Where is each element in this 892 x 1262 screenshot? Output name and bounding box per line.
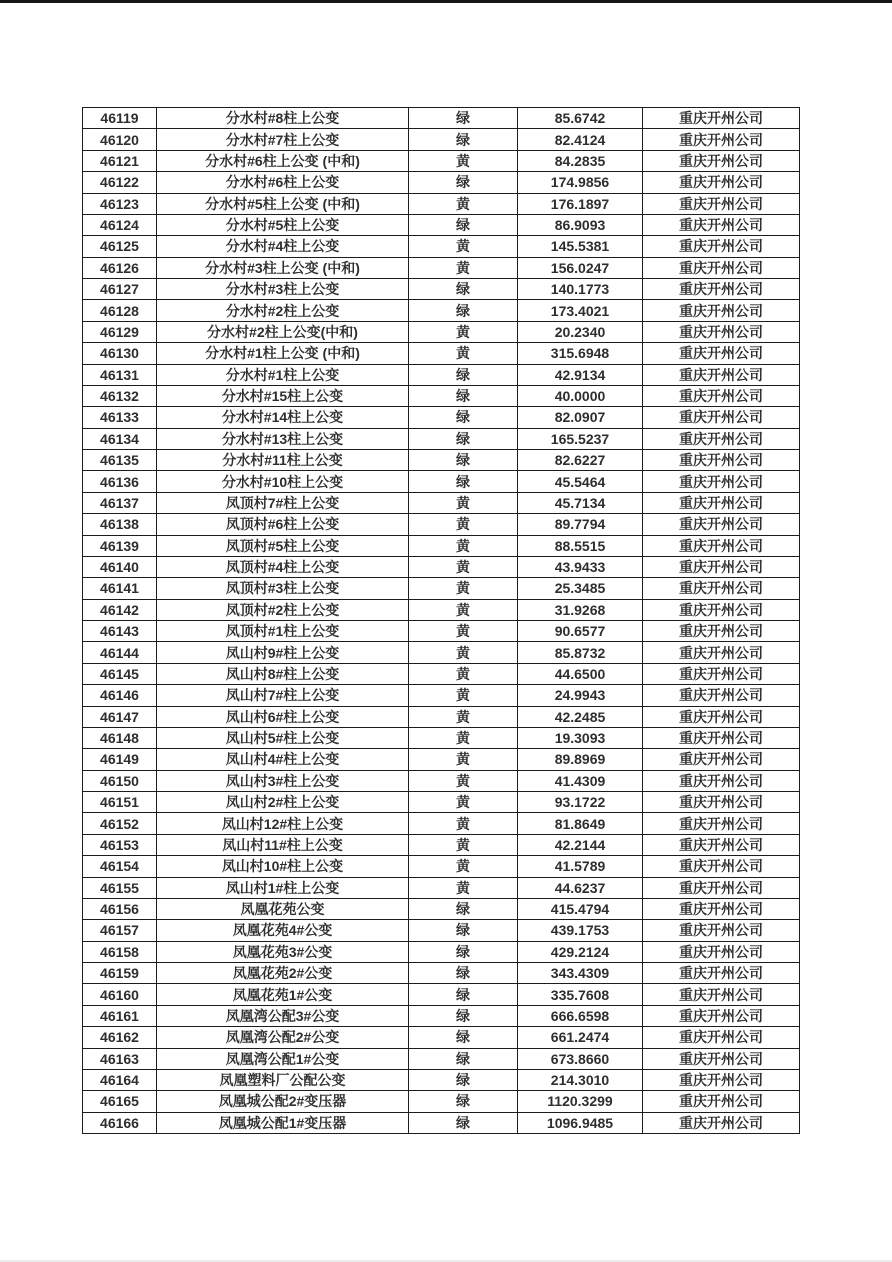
cell-record-id: 46158 <box>83 941 157 962</box>
table-row <box>83 963 800 984</box>
cell-record-id: 46120 <box>83 129 157 150</box>
table-row <box>83 599 800 620</box>
cell-status-color: 黄 <box>409 706 518 727</box>
cell-record-id: 46124 <box>83 214 157 235</box>
cell-record-id: 46147 <box>83 706 157 727</box>
cell-load-value: 89.7794 <box>518 514 643 535</box>
cell-record-id: 46136 <box>83 471 157 492</box>
cell-status-color: 绿 <box>409 364 518 385</box>
table-row <box>83 1069 800 1090</box>
cell-transformer-name: 凤山村8#柱上公变 <box>157 663 409 684</box>
cell-company: 重庆开州公司 <box>643 257 800 278</box>
page-top-edge-line <box>0 0 892 3</box>
cell-transformer-name: 凤顶村#5柱上公变 <box>157 535 409 556</box>
cell-record-id: 46155 <box>83 877 157 898</box>
cell-transformer-name: 分水村#6柱上公变 (中和) <box>157 150 409 171</box>
cell-load-value: 85.6742 <box>518 108 643 129</box>
cell-company: 重庆开州公司 <box>643 599 800 620</box>
cell-status-color: 黄 <box>409 492 518 513</box>
cell-transformer-name: 凤凰花苑3#公变 <box>157 941 409 962</box>
cell-company: 重庆开州公司 <box>643 813 800 834</box>
cell-load-value: 82.6227 <box>518 450 643 471</box>
cell-load-value: 89.8969 <box>518 749 643 770</box>
cell-load-value: 140.1773 <box>518 279 643 300</box>
cell-load-value: 25.3485 <box>518 578 643 599</box>
table-row <box>83 941 800 962</box>
cell-load-value: 42.2144 <box>518 834 643 855</box>
cell-record-id: 46123 <box>83 193 157 214</box>
cell-record-id: 46125 <box>83 236 157 257</box>
cell-load-value: 82.4124 <box>518 129 643 150</box>
table-row <box>83 556 800 577</box>
cell-status-color: 黄 <box>409 642 518 663</box>
cell-transformer-name: 分水村#4柱上公变 <box>157 236 409 257</box>
cell-status-color: 绿 <box>409 172 518 193</box>
cell-load-value: 156.0247 <box>518 257 643 278</box>
cell-transformer-name: 凤山村12#柱上公变 <box>157 813 409 834</box>
cell-transformer-name: 凤山村6#柱上公变 <box>157 706 409 727</box>
cell-company: 重庆开州公司 <box>643 214 800 235</box>
cell-company: 重庆开州公司 <box>643 343 800 364</box>
cell-company: 重庆开州公司 <box>643 685 800 706</box>
table-row <box>83 813 800 834</box>
cell-transformer-name: 凤凰湾公配2#公变 <box>157 1027 409 1048</box>
cell-load-value: 41.4309 <box>518 770 643 791</box>
table-row <box>83 1091 800 1112</box>
cell-company: 重庆开州公司 <box>643 385 800 406</box>
cell-company: 重庆开州公司 <box>643 450 800 471</box>
cell-load-value: 214.3010 <box>518 1069 643 1090</box>
cell-record-id: 46150 <box>83 770 157 791</box>
cell-company: 重庆开州公司 <box>643 984 800 1005</box>
cell-load-value: 673.8660 <box>518 1048 643 1069</box>
cell-load-value: 343.4309 <box>518 963 643 984</box>
cell-record-id: 46119 <box>83 108 157 129</box>
cell-status-color: 黄 <box>409 599 518 620</box>
cell-status-color: 黄 <box>409 257 518 278</box>
table-row <box>83 706 800 727</box>
cell-record-id: 46149 <box>83 749 157 770</box>
cell-status-color: 黄 <box>409 856 518 877</box>
cell-record-id: 46148 <box>83 727 157 748</box>
cell-transformer-name: 凤山村3#柱上公变 <box>157 770 409 791</box>
cell-transformer-name: 分水村#7柱上公变 <box>157 129 409 150</box>
cell-status-color: 黄 <box>409 535 518 556</box>
table-row <box>83 364 800 385</box>
table-row <box>83 898 800 919</box>
cell-status-color: 绿 <box>409 300 518 321</box>
table-row <box>83 1027 800 1048</box>
cell-transformer-name: 凤山村5#柱上公变 <box>157 727 409 748</box>
cell-status-color: 绿 <box>409 108 518 129</box>
cell-status-color: 绿 <box>409 214 518 235</box>
cell-status-color: 黄 <box>409 663 518 684</box>
cell-status-color: 黄 <box>409 621 518 642</box>
table-row <box>83 792 800 813</box>
table-row <box>83 343 800 364</box>
cell-status-color: 黄 <box>409 727 518 748</box>
cell-transformer-name: 凤顶村#3柱上公变 <box>157 578 409 599</box>
cell-company: 重庆开州公司 <box>643 834 800 855</box>
cell-record-id: 46145 <box>83 663 157 684</box>
cell-transformer-name: 分水村#3柱上公变 (中和) <box>157 257 409 278</box>
cell-record-id: 46143 <box>83 621 157 642</box>
table-row <box>83 108 800 129</box>
cell-load-value: 84.2835 <box>518 150 643 171</box>
cell-company: 重庆开州公司 <box>643 770 800 791</box>
cell-status-color: 黄 <box>409 150 518 171</box>
cell-company: 重庆开州公司 <box>643 663 800 684</box>
table-row <box>83 1112 800 1133</box>
cell-company: 重庆开州公司 <box>643 364 800 385</box>
cell-company: 重庆开州公司 <box>643 236 800 257</box>
table-row <box>83 877 800 898</box>
table-row <box>83 834 800 855</box>
cell-company: 重庆开州公司 <box>643 129 800 150</box>
cell-transformer-name: 凤顶村#2柱上公变 <box>157 599 409 620</box>
table-row <box>83 685 800 706</box>
cell-load-value: 82.0907 <box>518 407 643 428</box>
cell-status-color: 黄 <box>409 685 518 706</box>
cell-record-id: 46139 <box>83 535 157 556</box>
table-row <box>83 535 800 556</box>
cell-record-id: 46156 <box>83 898 157 919</box>
cell-record-id: 46163 <box>83 1048 157 1069</box>
cell-record-id: 46130 <box>83 343 157 364</box>
cell-record-id: 46132 <box>83 385 157 406</box>
cell-status-color: 黄 <box>409 321 518 342</box>
transformer-table-body <box>83 108 800 1134</box>
cell-load-value: 40.0000 <box>518 385 643 406</box>
cell-record-id: 46160 <box>83 984 157 1005</box>
cell-load-value: 93.1722 <box>518 792 643 813</box>
cell-record-id: 46157 <box>83 920 157 941</box>
table-row <box>83 1005 800 1026</box>
cell-status-color: 黄 <box>409 813 518 834</box>
cell-transformer-name: 凤顶村#1柱上公变 <box>157 621 409 642</box>
cell-status-color: 黄 <box>409 877 518 898</box>
cell-record-id: 46144 <box>83 642 157 663</box>
cell-load-value: 42.9134 <box>518 364 643 385</box>
cell-status-color: 绿 <box>409 1027 518 1048</box>
cell-status-color: 绿 <box>409 920 518 941</box>
table-row <box>83 856 800 877</box>
cell-transformer-name: 凤凰花苑2#公变 <box>157 963 409 984</box>
cell-status-color: 绿 <box>409 941 518 962</box>
cell-transformer-name: 分水村#8柱上公变 <box>157 108 409 129</box>
table-row <box>83 663 800 684</box>
cell-company: 重庆开州公司 <box>643 300 800 321</box>
cell-company: 重庆开州公司 <box>643 621 800 642</box>
cell-load-value: 1120.3299 <box>518 1091 643 1112</box>
cell-load-value: 176.1897 <box>518 193 643 214</box>
cell-company: 重庆开州公司 <box>643 1112 800 1133</box>
cell-load-value: 24.9943 <box>518 685 643 706</box>
cell-company: 重庆开州公司 <box>643 108 800 129</box>
cell-transformer-name: 凤顶村#6柱上公变 <box>157 514 409 535</box>
cell-company: 重庆开州公司 <box>643 471 800 492</box>
cell-record-id: 46151 <box>83 792 157 813</box>
cell-load-value: 45.7134 <box>518 492 643 513</box>
cell-load-value: 81.8649 <box>518 813 643 834</box>
cell-company: 重庆开州公司 <box>643 856 800 877</box>
cell-record-id: 46133 <box>83 407 157 428</box>
table-row <box>83 450 800 471</box>
cell-company: 重庆开州公司 <box>643 172 800 193</box>
table-row <box>83 385 800 406</box>
cell-company: 重庆开州公司 <box>643 492 800 513</box>
table-row <box>83 492 800 513</box>
cell-transformer-name: 凤凰城公配2#变压器 <box>157 1091 409 1112</box>
cell-transformer-name: 凤山村9#柱上公变 <box>157 642 409 663</box>
table-row <box>83 770 800 791</box>
transformer-table <box>82 107 800 1134</box>
table-row <box>83 236 800 257</box>
cell-load-value: 174.9856 <box>518 172 643 193</box>
cell-company: 重庆开州公司 <box>643 920 800 941</box>
cell-status-color: 绿 <box>409 1005 518 1026</box>
cell-record-id: 46122 <box>83 172 157 193</box>
cell-company: 重庆开州公司 <box>643 792 800 813</box>
cell-load-value: 335.7608 <box>518 984 643 1005</box>
table-row <box>83 172 800 193</box>
cell-transformer-name: 凤凰塑料厂公配公变 <box>157 1069 409 1090</box>
cell-record-id: 46135 <box>83 450 157 471</box>
cell-record-id: 46131 <box>83 364 157 385</box>
cell-transformer-name: 分水村#15柱上公变 <box>157 385 409 406</box>
cell-record-id: 46159 <box>83 963 157 984</box>
cell-record-id: 46153 <box>83 834 157 855</box>
cell-transformer-name: 分水村#5柱上公变 (中和) <box>157 193 409 214</box>
cell-transformer-name: 凤凰湾公配1#公变 <box>157 1048 409 1069</box>
cell-status-color: 黄 <box>409 749 518 770</box>
cell-transformer-name: 分水村#2柱上公变 <box>157 300 409 321</box>
table-row <box>83 257 800 278</box>
cell-record-id: 46134 <box>83 428 157 449</box>
cell-company: 重庆开州公司 <box>643 150 800 171</box>
cell-company: 重庆开州公司 <box>643 706 800 727</box>
cell-status-color: 绿 <box>409 1069 518 1090</box>
cell-transformer-name: 分水村#10柱上公变 <box>157 471 409 492</box>
cell-transformer-name: 凤顶村#4柱上公变 <box>157 556 409 577</box>
cell-load-value: 439.1753 <box>518 920 643 941</box>
cell-load-value: 19.3093 <box>518 727 643 748</box>
cell-status-color: 黄 <box>409 236 518 257</box>
table-row <box>83 428 800 449</box>
cell-transformer-name: 分水村#11柱上公变 <box>157 450 409 471</box>
cell-status-color: 绿 <box>409 984 518 1005</box>
cell-status-color: 绿 <box>409 450 518 471</box>
table-row <box>83 727 800 748</box>
cell-company: 重庆开州公司 <box>643 898 800 919</box>
cell-transformer-name: 凤山村4#柱上公变 <box>157 749 409 770</box>
cell-transformer-name: 凤凰花苑公变 <box>157 898 409 919</box>
table-row <box>83 300 800 321</box>
cell-status-color: 黄 <box>409 770 518 791</box>
cell-company: 重庆开州公司 <box>643 642 800 663</box>
cell-company: 重庆开州公司 <box>643 535 800 556</box>
cell-company: 重庆开州公司 <box>643 727 800 748</box>
cell-transformer-name: 凤凰城公配1#变压器 <box>157 1112 409 1133</box>
cell-load-value: 86.9093 <box>518 214 643 235</box>
cell-status-color: 黄 <box>409 514 518 535</box>
cell-status-color: 绿 <box>409 898 518 919</box>
cell-load-value: 429.2124 <box>518 941 643 962</box>
cell-company: 重庆开州公司 <box>643 407 800 428</box>
cell-company: 重庆开州公司 <box>643 1091 800 1112</box>
cell-company: 重庆开州公司 <box>643 279 800 300</box>
cell-company: 重庆开州公司 <box>643 1048 800 1069</box>
cell-transformer-name: 凤凰湾公配3#公变 <box>157 1005 409 1026</box>
cell-transformer-name: 分水村#1柱上公变 <box>157 364 409 385</box>
cell-load-value: 43.9433 <box>518 556 643 577</box>
cell-record-id: 46127 <box>83 279 157 300</box>
cell-load-value: 88.5515 <box>518 535 643 556</box>
cell-status-color: 绿 <box>409 385 518 406</box>
cell-transformer-name: 分水村#2柱上公变(中和) <box>157 321 409 342</box>
cell-transformer-name: 分水村#5柱上公变 <box>157 214 409 235</box>
cell-company: 重庆开州公司 <box>643 1005 800 1026</box>
cell-load-value: 1096.9485 <box>518 1112 643 1133</box>
cell-load-value: 41.5789 <box>518 856 643 877</box>
cell-load-value: 666.6598 <box>518 1005 643 1026</box>
cell-record-id: 46166 <box>83 1112 157 1133</box>
cell-transformer-name: 分水村#3柱上公变 <box>157 279 409 300</box>
cell-status-color: 黄 <box>409 834 518 855</box>
table-row <box>83 150 800 171</box>
cell-company: 重庆开州公司 <box>643 1069 800 1090</box>
cell-record-id: 46137 <box>83 492 157 513</box>
cell-record-id: 46129 <box>83 321 157 342</box>
cell-record-id: 46126 <box>83 257 157 278</box>
cell-transformer-name: 凤凰花苑1#公变 <box>157 984 409 1005</box>
cell-company: 重庆开州公司 <box>643 941 800 962</box>
cell-record-id: 46161 <box>83 1005 157 1026</box>
cell-status-color: 黄 <box>409 193 518 214</box>
cell-transformer-name: 凤山村7#柱上公变 <box>157 685 409 706</box>
cell-transformer-name: 凤凰花苑4#公变 <box>157 920 409 941</box>
cell-record-id: 46142 <box>83 599 157 620</box>
cell-record-id: 46152 <box>83 813 157 834</box>
cell-status-color: 黄 <box>409 343 518 364</box>
table-row <box>83 321 800 342</box>
cell-company: 重庆开州公司 <box>643 193 800 214</box>
cell-company: 重庆开州公司 <box>643 556 800 577</box>
cell-load-value: 415.4794 <box>518 898 643 919</box>
cell-status-color: 黄 <box>409 792 518 813</box>
cell-load-value: 661.2474 <box>518 1027 643 1048</box>
cell-record-id: 46140 <box>83 556 157 577</box>
cell-load-value: 165.5237 <box>518 428 643 449</box>
cell-transformer-name: 分水村#14柱上公变 <box>157 407 409 428</box>
cell-transformer-name: 分水村#6柱上公变 <box>157 172 409 193</box>
table-row <box>83 193 800 214</box>
cell-company: 重庆开州公司 <box>643 1027 800 1048</box>
table-row <box>83 407 800 428</box>
cell-load-value: 145.5381 <box>518 236 643 257</box>
table-row <box>83 514 800 535</box>
table-row <box>83 642 800 663</box>
cell-status-color: 绿 <box>409 129 518 150</box>
table-row <box>83 129 800 150</box>
cell-status-color: 绿 <box>409 428 518 449</box>
table-row <box>83 621 800 642</box>
cell-record-id: 46138 <box>83 514 157 535</box>
table-row <box>83 920 800 941</box>
cell-transformer-name: 分水村#1柱上公变 (中和) <box>157 343 409 364</box>
cell-record-id: 46164 <box>83 1069 157 1090</box>
cell-load-value: 90.6577 <box>518 621 643 642</box>
cell-record-id: 46162 <box>83 1027 157 1048</box>
table-row <box>83 1048 800 1069</box>
cell-transformer-name: 凤山村2#柱上公变 <box>157 792 409 813</box>
cell-record-id: 46154 <box>83 856 157 877</box>
cell-company: 重庆开州公司 <box>643 428 800 449</box>
cell-transformer-name: 凤山村11#柱上公变 <box>157 834 409 855</box>
cell-status-color: 黄 <box>409 578 518 599</box>
table-row <box>83 214 800 235</box>
cell-company: 重庆开州公司 <box>643 749 800 770</box>
table-row <box>83 279 800 300</box>
cell-transformer-name: 分水村#13柱上公变 <box>157 428 409 449</box>
cell-company: 重庆开州公司 <box>643 321 800 342</box>
cell-status-color: 黄 <box>409 556 518 577</box>
cell-status-color: 绿 <box>409 471 518 492</box>
cell-company: 重庆开州公司 <box>643 963 800 984</box>
table-row <box>83 749 800 770</box>
cell-load-value: 44.6500 <box>518 663 643 684</box>
cell-status-color: 绿 <box>409 1048 518 1069</box>
cell-load-value: 45.5464 <box>518 471 643 492</box>
table-row <box>83 984 800 1005</box>
cell-load-value: 44.6237 <box>518 877 643 898</box>
cell-status-color: 绿 <box>409 1112 518 1133</box>
cell-record-id: 46146 <box>83 685 157 706</box>
cell-transformer-name: 凤山村10#柱上公变 <box>157 856 409 877</box>
cell-load-value: 31.9268 <box>518 599 643 620</box>
cell-record-id: 46141 <box>83 578 157 599</box>
cell-record-id: 46128 <box>83 300 157 321</box>
cell-record-id: 46165 <box>83 1091 157 1112</box>
cell-transformer-name: 凤山村1#柱上公变 <box>157 877 409 898</box>
cell-load-value: 315.6948 <box>518 343 643 364</box>
cell-status-color: 绿 <box>409 407 518 428</box>
cell-record-id: 46121 <box>83 150 157 171</box>
cell-status-color: 绿 <box>409 279 518 300</box>
cell-load-value: 42.2485 <box>518 706 643 727</box>
cell-company: 重庆开州公司 <box>643 514 800 535</box>
cell-load-value: 20.2340 <box>518 321 643 342</box>
cell-status-color: 绿 <box>409 963 518 984</box>
cell-load-value: 173.4021 <box>518 300 643 321</box>
cell-company: 重庆开州公司 <box>643 578 800 599</box>
table-row <box>83 578 800 599</box>
cell-company: 重庆开州公司 <box>643 877 800 898</box>
cell-transformer-name: 凤顶村7#柱上公变 <box>157 492 409 513</box>
cell-load-value: 85.8732 <box>518 642 643 663</box>
table-row <box>83 471 800 492</box>
cell-status-color: 绿 <box>409 1091 518 1112</box>
